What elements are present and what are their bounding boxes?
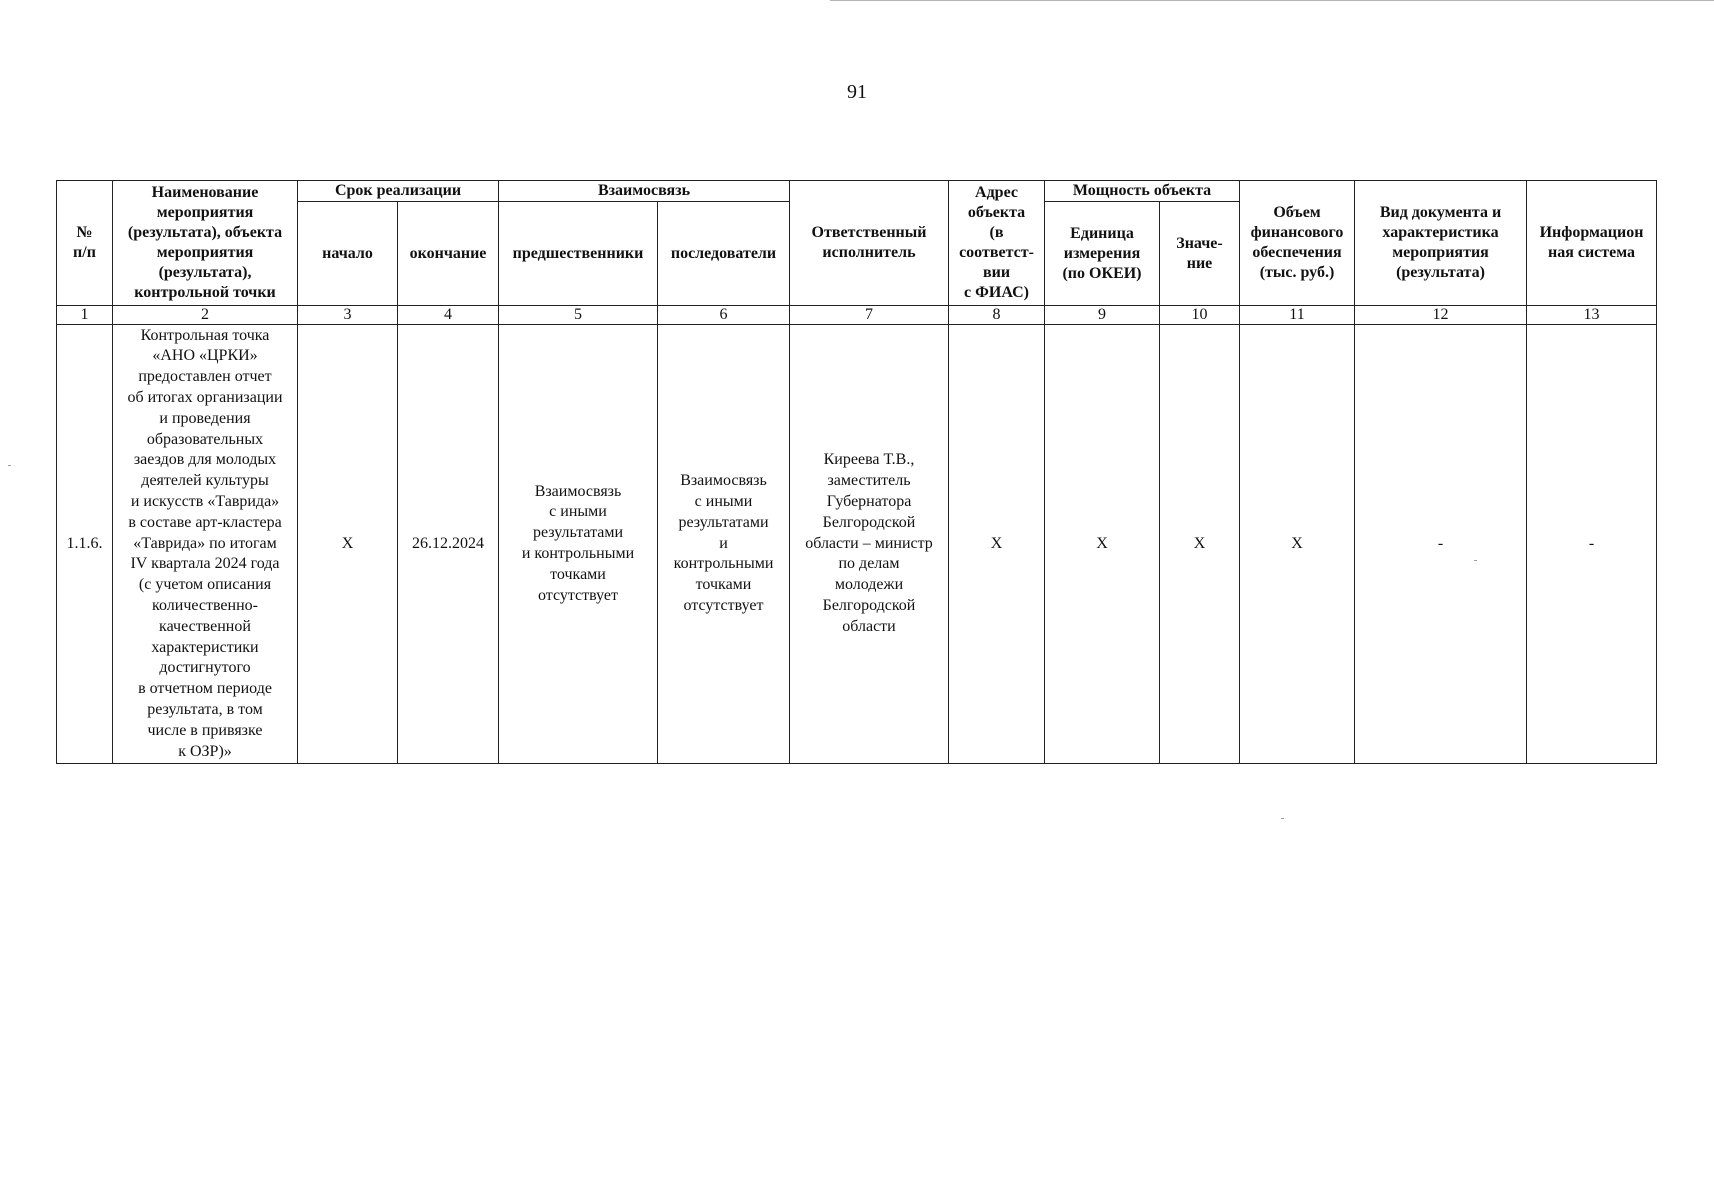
- cell-end: 26.12.2024: [398, 325, 499, 764]
- page-number: 91: [847, 81, 867, 103]
- header-successors: последователи: [658, 202, 790, 306]
- column-number: 2: [113, 306, 298, 325]
- column-number: 3: [298, 306, 398, 325]
- column-number: 6: [658, 306, 790, 325]
- header-responsible: Ответственный исполнитель: [790, 181, 949, 306]
- scan-speck: [8, 465, 11, 466]
- header-end: окончание: [398, 202, 499, 306]
- header-value: Значе- ние: [1160, 202, 1240, 306]
- column-number: 9: [1045, 306, 1160, 325]
- column-number: 10: [1160, 306, 1240, 325]
- header-period: Срок реализации: [298, 181, 499, 202]
- column-number: 7: [790, 306, 949, 325]
- column-number: 5: [499, 306, 658, 325]
- column-number: 1: [57, 306, 113, 325]
- cell-finance: X: [1240, 325, 1355, 764]
- cell-unit: X: [1045, 325, 1160, 764]
- scan-speck: [1281, 818, 1284, 819]
- plan-table-wrapper: [56, 180, 1656, 764]
- cell-address: X: [949, 325, 1045, 764]
- column-number: 4: [398, 306, 499, 325]
- header-capacity: Мощность объекта: [1045, 181, 1240, 202]
- header-start: начало: [298, 202, 398, 306]
- cell-value: X: [1160, 325, 1240, 764]
- header-relation: Взаимосвязь: [499, 181, 790, 202]
- top-scan-rule: [830, 0, 1714, 1]
- header-unit: Единица измерения (по ОКЕИ): [1045, 202, 1160, 306]
- cell-predecessors: Взаимосвязь с иными результатами и контрольными точками отсутствует: [499, 325, 658, 764]
- column-number: 13: [1527, 306, 1657, 325]
- cell-start: X: [298, 325, 398, 764]
- cell-num: 1.1.6.: [57, 325, 113, 764]
- table-row: [57, 325, 1657, 764]
- header-doc-type: Вид документа и характеристика мероприятия (результата): [1355, 181, 1527, 306]
- cell-responsible: Киреева Т.В., заместитель Губернатора Белгородской области – министр по делам молодежи Белгородской области: [790, 325, 949, 764]
- header-address: Адрес объекта (в соответст- вии с ФИАС): [949, 181, 1045, 306]
- plan-table: [56, 180, 1657, 764]
- header-predecessors: предшественники: [499, 202, 658, 306]
- cell-successors: Взаимосвязь с иными результатами и контрольными точками отсутствует: [658, 325, 790, 764]
- column-number-row: [57, 306, 1657, 325]
- column-number: 11: [1240, 306, 1355, 325]
- column-number: 12: [1355, 306, 1527, 325]
- cell-name: Контрольная точка «АНО «ЦРКИ» предоставлен отчет об итогах организации и проведения образовательных заездов для молодых деятелей культуры и искусств «Таврида» в составе арт-кластера «Таврида» по итогам IV квартала 2024 года (с учетом описания количественно- качественной характеристики достигнутого в отчетном периоде результата, в том числе в привязке к ОЗР)»: [113, 325, 298, 764]
- header-row-group: [57, 181, 1657, 202]
- column-number: 8: [949, 306, 1045, 325]
- header-info-system: Информацион ная система: [1527, 181, 1657, 306]
- header-num: № п/п: [57, 181, 113, 306]
- header-finance: Объем финансового обеспечения (тыс. руб.): [1240, 181, 1355, 306]
- header-name: Наименование мероприятия (результата), объекта мероприятия (результата), контрольной точки: [113, 181, 298, 306]
- cell-doc-type: -: [1355, 325, 1527, 764]
- cell-info-system: -: [1527, 325, 1657, 764]
- scan-speck: [1474, 560, 1477, 561]
